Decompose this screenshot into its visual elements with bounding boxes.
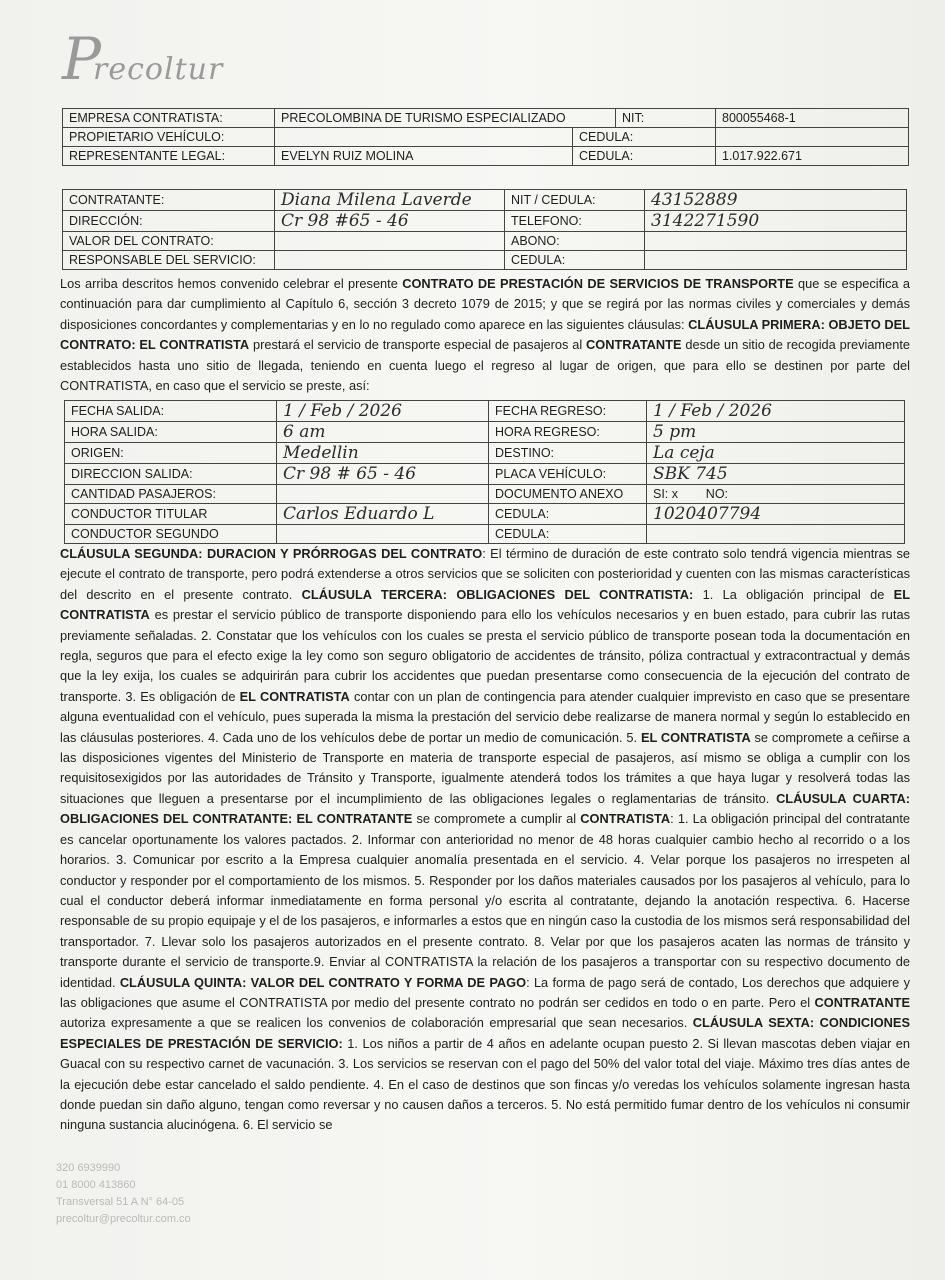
handwritten-value: 1 / Feb / 2026 — [647, 401, 905, 422]
table-row — [63, 190, 907, 211]
party-name: EL CONTRATISTA — [60, 586, 911, 623]
form-value — [275, 128, 573, 147]
form-value: PRECOLOMBINA DE TURISMO ESPECIALIZADO — [275, 109, 616, 128]
handwritten-value: Diana Milena Laverde — [275, 190, 505, 211]
table-row — [63, 109, 909, 128]
clause-text: 1. La obligación principal de — [693, 586, 894, 602]
form-label: CONTRATANTE: — [63, 190, 275, 211]
form-value — [277, 525, 489, 544]
clause-text: 1. Los niños a partir de 4 años en adelante ocupan puesto 2. Si llevan mascotas deben viajar en Guacal con su respectivo carnet de vacunación. 3. Los servicios se reservan con el pago del 50% del valor total del viaje. Máximo tres días antes de la ejecución debe estar cancelado el saldo pendiente. 4. En el caso de destinos que son fincas y/o veredas los vehículos solamente ingresan hasta donde puedan sin daño alguno, tengan como reversar y no causen daños a terceros. 5. No está permitido fumar dentro de los vehículos ni consumir ninguna sustancia alucinógena. 6. El servicio se — [60, 1035, 910, 1133]
form-label: PLACA VEHÍCULO: — [489, 464, 647, 485]
party-name: CONTRATISTA — [580, 811, 671, 827]
form-value: 800055468-1 — [716, 109, 909, 128]
contract-clauses — [60, 544, 910, 1136]
form-value — [645, 251, 907, 270]
form-value — [275, 251, 505, 270]
clause-text: : 1. La obligación principal del contratante es cancelar oportunamente los valores pactados. 2. Informar con anterioridad no menor de 48 horas cualquier cambio hecho al recorrido o a los horarios. 3. Comunicar por escrito a la Empresa cualquier anomalía presentada en el servicio. 4. Velar porque los pasajeros no irrespeten al conductor y responder por el comportamiento de los mismos. 5. Responder por los daños materiales causados por los pasajeros al vehículo, para lo cual el conductor deberá informar inmediatamente en forma personal y/o escrita al contratante, dejando la anotación respectiva. 6. Hacerse responsable de su propio equipaje y el de los pasajeros, e informarles a estos que en ningún caso la custodia de los mismos será responsabilidad del transportador. 7. Llevar solo los pasajeros autorizados en el presente contrato. 8. Velar por que los pasajeros acaten las normas de tránsito y transporte durante el servicio de transporte.9. Enviar al CONTRATISTA la relación de los pasajeros a transportar con su respectivo documento de identidad. — [60, 811, 911, 990]
handwritten-value: 1020407794 — [647, 504, 905, 525]
clause-text: se compromete a ceñirse a las disposiciones vigentes del Ministerio de Transporte en materia de transporte especial de pasajeros, así mismo se obliga a cumplir con los requisitosexigidos por las autoridades de Tránsito y Transporte, igualmente atenderá todos los trámites a que haya lugar y resolverá todas las situaciones que lleguen a presentarse por el incumplimiento de las obligaciones legales o reglamentarias de tránsito. — [60, 729, 910, 806]
form-label: HORA REGRESO: — [489, 422, 647, 443]
table-row — [65, 443, 905, 464]
handwritten-value: Carlos Eduardo L — [277, 504, 489, 525]
clause-text: : La forma de pago será de contado, Los derechos que adquiere y las obligaciones que asume el CONTRATISTA por medio del presente contrato no podrán ser cedidos en todo o en parte. Pero el — [60, 974, 910, 1010]
company-footer — [56, 1160, 191, 1228]
clause-heading: CLÁUSULA PRIMERA: OBJETO DEL CONTRATO: EL CONTRATISTA — [60, 316, 910, 353]
table-row — [65, 525, 905, 544]
handwritten-value: 3142271590 — [645, 211, 907, 232]
form-label: PROPIETARIO VEHÍCULO: — [63, 128, 275, 147]
form-label: FECHA SALIDA: — [65, 401, 277, 422]
table-row — [65, 504, 905, 525]
party-name: CONTRATANTE — [814, 994, 910, 1010]
table-row — [63, 128, 909, 147]
footer-phone: 01 8000 413860 — [56, 1179, 136, 1191]
annex-checkbox-value: SI: x NO: — [647, 485, 905, 504]
table-row — [63, 211, 907, 232]
form-label: DIRECCIÓN: — [63, 211, 275, 232]
party-name: EL CONTRATISTA — [239, 688, 350, 704]
footer-address: Transversal 51 A N° 64-05 — [56, 1196, 185, 1208]
clause-heading: CLÁUSULA CUARTA: OBLIGACIONES DEL CONTRATANTE: EL CONTRATANTE — [60, 790, 910, 827]
logo-initial: P — [62, 25, 102, 93]
clause-heading: CLÁUSULA TERCERA: OBLIGACIONES DEL CONTRATISTA: — [301, 586, 694, 602]
form-label: NIT / CEDULA: — [505, 190, 645, 211]
form-value — [716, 128, 909, 147]
clause-text: : El término de duración de este contrato solo tendrá vigencia mientras se ejecute el contrato de transporte, pero podrá extenderse a otros servicios que se soliciten con posterioridad y cuenten con las mismas características del descrito en el presente contrato. — [60, 546, 910, 602]
form-label: CANTIDAD PASAJEROS: — [65, 485, 277, 504]
clause-heading: CLÁUSULA SEXTA: CONDICIONES ESPECIALES DE PRESTACIÓN DE SERVICIO: — [60, 1015, 910, 1051]
form-label: EMPRESA CONTRATISTA: — [63, 109, 275, 128]
clause-text: contar con un plan de contingencia para atender cualquier imprevisto en caso que se presentare alguna eventualidad con el vehículo, pues superada la misma la prestación del servicio debe realizarse de manera normal y según lo establecido en las cláusulas posteriores. 4. Cada uno de los vehículos debe de portar un medio de comunicación. 5. — [60, 688, 911, 745]
form-label: CEDULA: — [573, 147, 716, 166]
form-label: CEDULA: — [573, 128, 716, 147]
table-row — [65, 464, 905, 485]
intro-text: Los arriba descritos hemos convenido celebrar el presente — [60, 276, 403, 291]
form-label: HORA SALIDA: — [65, 422, 277, 443]
table-row — [63, 232, 907, 251]
handwritten-value: 6 am — [277, 422, 489, 443]
form-label: CEDULA: — [489, 504, 647, 525]
clause-text: se compromete a cumplir al — [412, 811, 581, 827]
form-value — [277, 485, 489, 504]
handwritten-value: SBK 745 — [647, 464, 905, 485]
form-label: NIT: — [616, 109, 716, 128]
form-label: FECHA REGRESO: — [489, 401, 647, 422]
table-row — [63, 251, 907, 270]
intro-text: prestará el servicio de transporte especial de pasajeros al — [249, 337, 587, 353]
table-row — [65, 422, 905, 443]
footer-phone: 320 6939990 — [56, 1162, 121, 1174]
handwritten-value: La ceja — [647, 443, 905, 464]
handwritten-value: Medellin — [277, 443, 489, 464]
handwritten-value: Cr 98 #65 - 46 — [275, 211, 505, 232]
form-label: CONDUCTOR SEGUNDO — [65, 525, 277, 544]
clause-heading: CLÁUSULA SEGUNDA: DURACION Y PRÓRROGAS DEL CONTRATO — [60, 546, 483, 561]
form-label: TELEFONO: — [505, 211, 645, 232]
clause-heading: CLÁUSULA QUINTA: VALOR DEL CONTRATO Y FORMA DE PAGO — [119, 974, 527, 990]
handwritten-value: Cr 98 # 65 - 46 — [277, 464, 489, 485]
company-logo — [62, 25, 224, 93]
form-label: CEDULA: — [505, 251, 645, 270]
intro-text: desde un sitio de recogida previamente establecidos hasta uno sitio de llegada, teniendo en cuenta luego el regreso al lugar de origen, que para ello se destinen por parte del CONTRATISTA, en caso que el servicio se preste, así: — [60, 337, 911, 394]
handwritten-value: 5 pm — [647, 422, 905, 443]
handwritten-value: 1 / Feb / 2026 — [277, 401, 489, 422]
client-table — [62, 189, 907, 270]
form-label: DIRECCION SALIDA: — [65, 464, 277, 485]
form-value — [275, 232, 505, 251]
form-label: CONDUCTOR TITULAR — [65, 504, 277, 525]
intro-text: que se especifica a continuación para dar cumplimiento al Capítulo 6, sección 3 decreto 1079 de 2015; y que se regirá por las normas civiles y comerciales y demás disposiciones concordantes y complementarias y en lo no regulado como aparece en las siguientes cláusulas: — [60, 276, 910, 332]
form-value — [647, 525, 905, 544]
clause-text: es prestar el servicio público de transporte disponiendo para ello los vehículos necesarios y en buen estado, para cubrir las rutas previamente señaladas. 2. Constatar que los vehículos con los cuales se presta el servicio público de transporte posean toda la documentación en regla, seguros que para el efecto exige la ley como son seguro obligatorio de accidentes de tránsito, póliza contractual y extracontractual y demás que la ley exija, los cuales se adquirirán para cubrir los accidentes que puedan presentarse como consecuencia de la ejecución del contrato de transporte. 3. Es obligación de — [60, 607, 910, 704]
party-name: EL CONTRATISTA — [640, 729, 751, 745]
form-value: 1.017.922.671 — [716, 147, 909, 166]
intro-bold: CONTRATANTE — [586, 337, 682, 353]
company-table — [62, 108, 909, 166]
intro-paragraph — [60, 274, 910, 396]
form-value — [645, 232, 907, 251]
form-value: EVELYN RUIZ MOLINA — [275, 147, 573, 166]
logo-text: recoltur — [93, 52, 224, 87]
form-label: RESPONSABLE DEL SERVICIO: — [63, 251, 275, 270]
form-label: DESTINO: — [489, 443, 647, 464]
form-label: CEDULA: — [489, 525, 647, 544]
form-label: ORIGEN: — [65, 443, 277, 464]
table-row — [65, 485, 905, 504]
footer-email: precoltur@precoltur.com.co — [56, 1213, 191, 1225]
form-label: REPRESENTANTE LEGAL: — [63, 147, 275, 166]
trip-table — [64, 400, 905, 544]
clause-text: autoriza expresamente a que se realicen los convenios de colaboración empresarial que sean necesarios. — [60, 1015, 693, 1031]
form-label: ABONO: — [505, 232, 645, 251]
intro-bold: CONTRATO DE PRESTACIÓN DE SERVICIOS DE TRANSPORTE — [402, 276, 794, 291]
form-label: DOCUMENTO ANEXO — [489, 485, 647, 504]
handwritten-value: 43152889 — [645, 190, 907, 211]
table-row — [65, 401, 905, 422]
table-row — [63, 147, 909, 166]
form-label: VALOR DEL CONTRATO: — [63, 232, 275, 251]
